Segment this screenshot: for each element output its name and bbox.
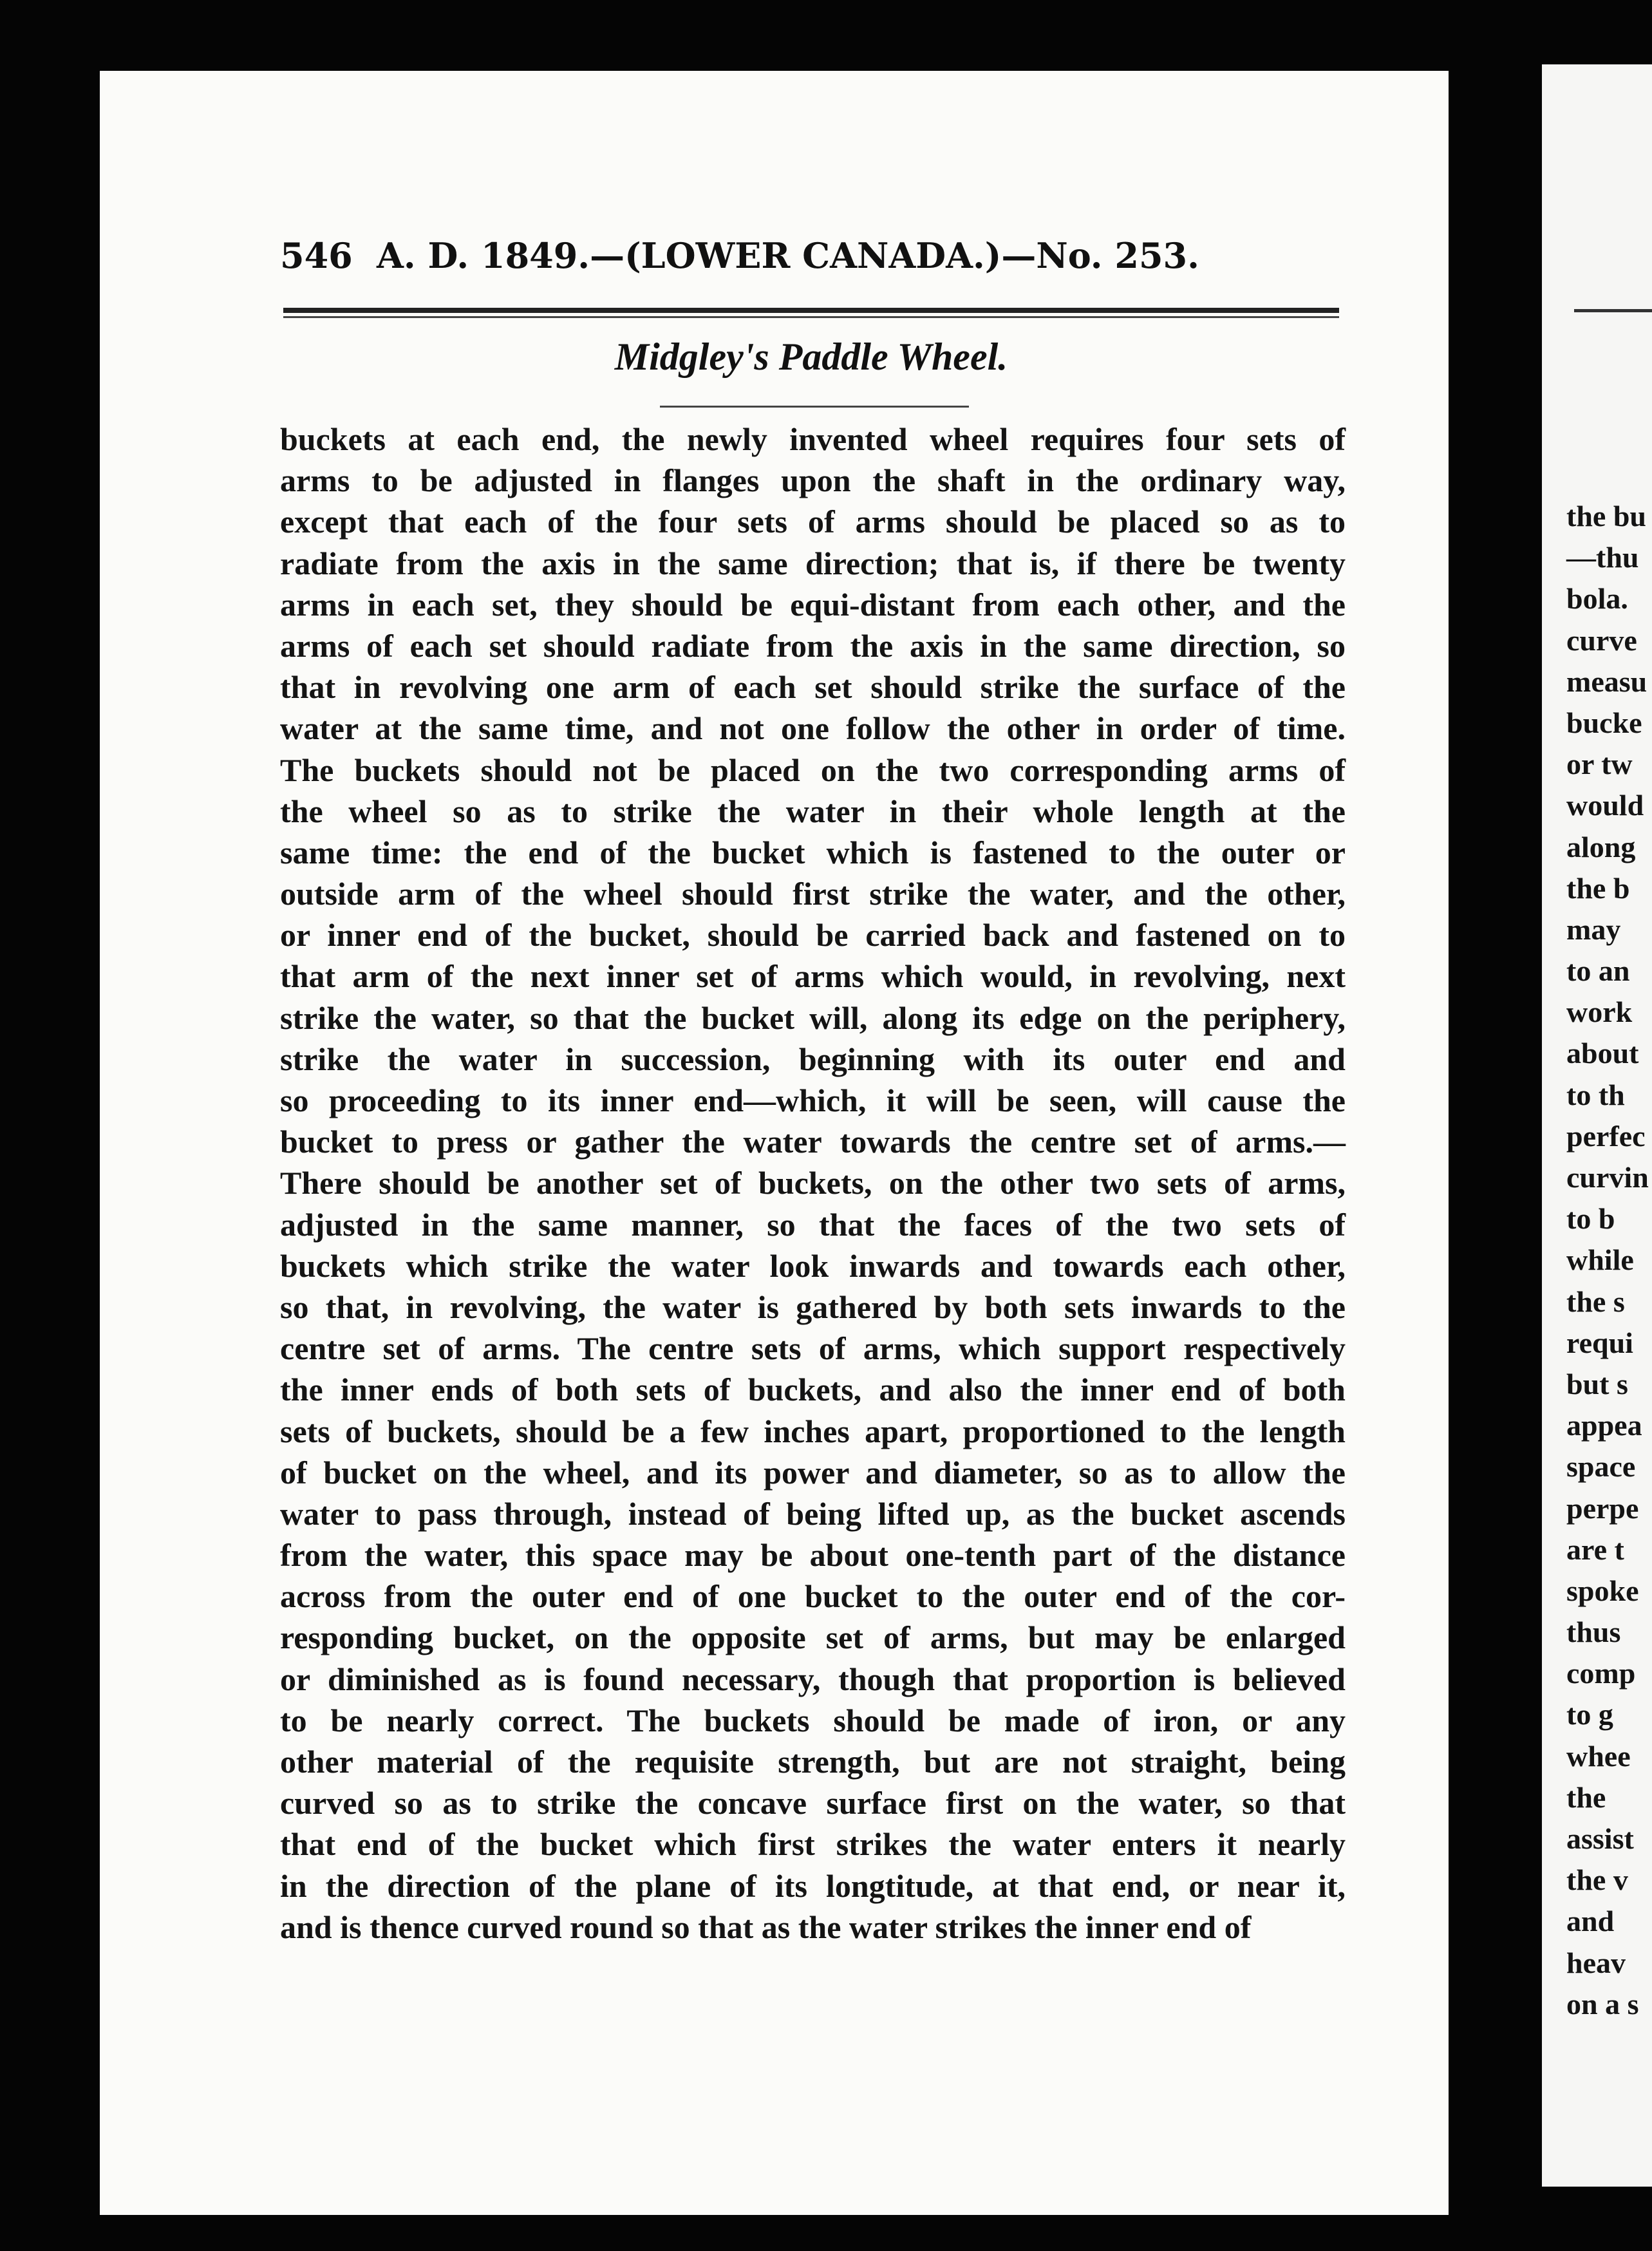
body-text: [280, 419, 1346, 1948]
body-line: so proceeding to its inner end—which, it will be seen, will cause the: [280, 1082, 1346, 1118]
body-line: There should be another set of buckets, on the other two sets of arms,: [280, 1165, 1346, 1201]
facing-page-line: on a s: [1566, 1987, 1639, 2020]
facing-page-line: spoke: [1566, 1574, 1639, 1607]
body-line: strike the water in succession, beginning with its outer end and: [280, 1041, 1346, 1077]
facing-page-line: requi: [1566, 1326, 1633, 1359]
title-rule: [660, 406, 969, 408]
body-line: buckets which strike the water look inwards and towards each other,: [280, 1247, 1346, 1284]
facing-page-line: work: [1566, 995, 1633, 1029]
body-line: outside arm of the wheel should first strike the water, and the other,: [280, 876, 1346, 912]
facing-page-line: measu: [1566, 664, 1647, 698]
body-line: other material of the requisite strength, but are not straight, being: [280, 1744, 1346, 1780]
facing-page-line: and: [1566, 1905, 1615, 1938]
facing-page-line: would: [1566, 789, 1644, 822]
body-line: the inner ends of both sets of buckets, and also the inner end of both: [280, 1371, 1346, 1408]
body-line: that end of the bucket which first strikes the water enters it nearly: [280, 1826, 1346, 1863]
facing-page-line: along: [1566, 830, 1636, 863]
body-line: or diminished as is found necessary, though that proportion is believed: [280, 1661, 1346, 1697]
body-line: or inner end of the bucket, should be carried back and fastened on to: [280, 917, 1346, 954]
facing-page-line: the v: [1566, 1863, 1628, 1897]
facing-page-text: [1566, 496, 1649, 2025]
facing-page-edge: [1542, 64, 1652, 2187]
body-line: bucket to press or gather the water towards the centre set of arms.—: [280, 1124, 1346, 1160]
body-line: centre set of arms. The centre sets of arms, which support respectively: [280, 1330, 1346, 1367]
facing-page-line: to th: [1566, 1078, 1625, 1111]
facing-page-line: space: [1566, 1450, 1636, 1483]
body-line: adjusted in the same manner, so that the faces of the two sets of: [280, 1206, 1346, 1243]
facing-page-line: are t: [1566, 1532, 1624, 1566]
body-line: except that each of the four sets of arms should be placed so as to: [280, 504, 1346, 540]
facing-page-line: perfec: [1566, 1119, 1646, 1153]
facing-page-line: the bu: [1566, 500, 1646, 532]
facing-page-line: but s: [1566, 1367, 1628, 1400]
facing-page-line: assist: [1566, 1822, 1634, 1855]
facing-page-line: may: [1566, 912, 1621, 946]
facing-page-line: curve: [1566, 623, 1637, 657]
facing-page-line: to g: [1566, 1698, 1613, 1731]
facing-page-line: thus: [1566, 1615, 1621, 1649]
body-line: across from the outer end of one bucket to the outer end of the cor-: [280, 1578, 1346, 1615]
body-line: sets of buckets, should be a few inches apart, proportioned to the length: [280, 1413, 1346, 1449]
facing-page-line: the s: [1566, 1285, 1625, 1318]
body-line: arms to be adjusted in flanges upon the shaft in the ordinary way,: [280, 462, 1346, 499]
body-line: water at the same time, and not one follow the other in order of time.: [280, 710, 1346, 747]
body-line: that in revolving one arm of each set should strike the surface of the: [280, 669, 1346, 706]
body-line: water to pass through, instead of being lifted up, as the bucket ascends: [280, 1495, 1346, 1532]
body-line: same time: the end of the bucket which is fastened to the outer or: [280, 834, 1346, 871]
body-line: to be nearly correct. The buckets should be made of iron, or any: [280, 1702, 1346, 1738]
facing-page-line: whee: [1566, 1739, 1631, 1773]
facing-page-rule: [1574, 309, 1652, 312]
facing-page-line: curvin: [1566, 1161, 1649, 1194]
facing-page-line: bola.: [1566, 582, 1628, 616]
header-rule-thin: [283, 316, 1339, 318]
body-line: radiate from the axis in the same direction; that is, if there be twenty: [280, 545, 1346, 581]
facing-page-line: the b: [1566, 871, 1630, 905]
page-header: 546 A. D. 1849.—(LOWER CANADA.)—No. 253.: [280, 235, 1199, 276]
body-line: strike the water, so that the bucket will, along its edge on the periphery,: [280, 999, 1346, 1036]
section-title: Midgley's Paddle Wheel.: [614, 335, 1008, 378]
facing-page-line: the: [1566, 1780, 1606, 1814]
facing-page-line: perpe: [1566, 1491, 1639, 1525]
body-line: the wheel so as to strike the water in their whole length at the: [280, 793, 1346, 829]
body-line: The buckets should not be placed on the two corresponding arms of: [280, 751, 1346, 788]
facing-page-line: heav: [1566, 1946, 1626, 1979]
facing-page-line: or tw: [1566, 748, 1633, 781]
body-line: of bucket on the wheel, and its power and diameter, so as to allow the: [280, 1454, 1346, 1491]
body-line: and is thence curved round so that as the water strikes the inner end of: [280, 1908, 1252, 1945]
body-line: responding bucket, on the opposite set of arms, but may be enlarged: [280, 1619, 1346, 1656]
facing-page-line: comp: [1566, 1657, 1636, 1690]
running-head: A. D. 1849.—(LOWER CANADA.)—No. 253.: [377, 235, 1199, 276]
facing-page-line: while: [1566, 1243, 1634, 1277]
body-line: curved so as to strike the concave surface first on the water, so that: [280, 1785, 1346, 1822]
body-line: from the water, this space may be about one-tenth part of the distance: [280, 1537, 1346, 1574]
body-line: so that, in revolving, the water is gathered by both sets inwards to the: [280, 1288, 1346, 1325]
facing-page-line: —thu: [1566, 541, 1639, 574]
body-line: arms of each set should radiate from the axis in the same direction, so: [280, 627, 1346, 664]
header-rule-thick: [283, 308, 1339, 313]
facing-page-line: appea: [1566, 1409, 1642, 1442]
body-line: that arm of the next inner set of arms which would, in revolving, next: [280, 958, 1346, 995]
facing-page-line: about: [1566, 1037, 1639, 1070]
body-line: in the direction of the plane of its longtitude, at that end, or near it,: [280, 1867, 1346, 1904]
body-line: buckets at each end, the newly invented wheel requires four sets of: [280, 421, 1346, 457]
facing-page-line: to an: [1566, 954, 1630, 988]
body-line: arms in each set, they should be equi-distant from each other, and the: [280, 586, 1346, 623]
facing-page-line: to b: [1566, 1202, 1615, 1236]
facing-page-line: bucke: [1566, 706, 1642, 739]
